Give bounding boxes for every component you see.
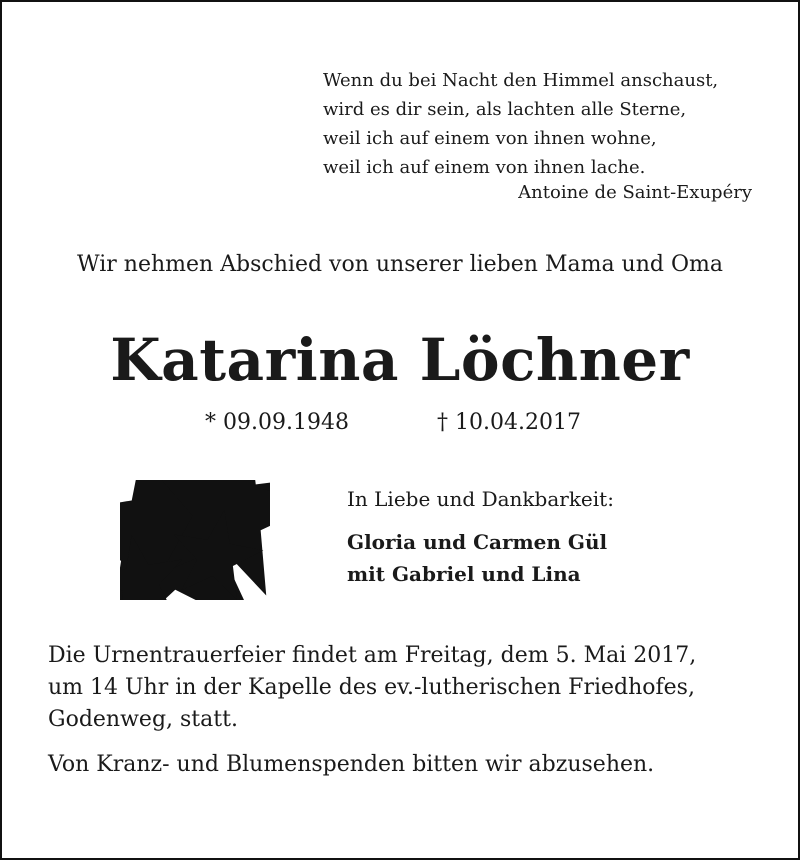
flowers-note: Von Kranz- und Blumenspenden bitten wir abzusehen. xyxy=(48,752,655,777)
quote-author: Antoine de Saint-Exupéry xyxy=(518,182,752,203)
service-line: um 14 Uhr in der Kapelle des ev.-lutherischen Friedhofes, xyxy=(48,675,695,700)
star-icon xyxy=(206,487,253,532)
star-icon xyxy=(204,544,228,567)
quote-line: weil ich auf einem von ihnen wohne, xyxy=(323,128,657,149)
deceased-name: Katarina Löchner xyxy=(110,326,690,394)
death-date: † 10.04.2017 xyxy=(437,410,581,435)
quote-line: Wenn du bei Nacht den Himmel anschaust, xyxy=(323,70,719,91)
service-info xyxy=(48,640,696,736)
service-line: Godenweg, statt. xyxy=(48,707,238,732)
quote-line: wird es dir sein, als lachten alle Sterne, xyxy=(323,99,687,120)
stars-illustration xyxy=(120,480,270,600)
family-line: mit Gabriel und Lina xyxy=(347,562,581,586)
service-line: Die Urnentrauerfeier findet am Freitag, dem 5. Mai 2017, xyxy=(48,643,697,668)
family-line: Gloria und Carmen Gül xyxy=(347,530,608,554)
family-names xyxy=(347,526,607,590)
intro-text: Wir nehmen Abschied von unserer lieben Mama und Oma xyxy=(77,252,723,277)
birth-date: * 09.09.1948 xyxy=(205,410,349,435)
quote xyxy=(323,66,718,182)
thanks-text: In Liebe und Dankbarkeit: xyxy=(347,487,614,511)
star-icon xyxy=(128,569,152,592)
quote-line: weil ich auf einem von ihnen lache. xyxy=(323,157,646,178)
